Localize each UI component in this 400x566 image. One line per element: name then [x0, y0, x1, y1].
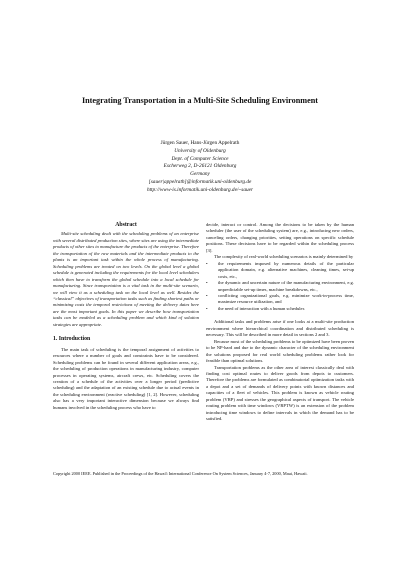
- author-email: [sauer|appelrath]@informatik.uni-oldenburg.de: [148, 178, 252, 185]
- list-item-text: conflicting organizational goals, e.g. minimize work-in-process time, maximize resource utilization, and: [218, 292, 354, 305]
- body-paragraph-5: Transportation problems as the other area of interest classically deal with finding cost optimal routes to deliver goods from depots to customers. Therefore the problems are formulated as combinatorial optimization tasks with a depot and a set of demands of delivery points with known distances and capacities of a fleet of vehicles. This problem is known as vehicle routing problem (VRP) and stresses the geographical aspects of transport. The vehicle routing problem with time windows (VRPTW) is an extension of the problem introducing time windows to define intervals in which the demand has to be satisfied.: [206, 364, 354, 422]
- affiliation-address: Escherweg 2, D-26121 Oldenburg: [163, 163, 237, 170]
- left-column: [53, 222, 199, 411]
- right-column: [206, 222, 354, 423]
- affiliation-university: University of Oldenburg: [174, 147, 226, 154]
- list-item: [206, 261, 354, 280]
- author-url: http://www-is.informatik.uni-oldenburg.de/~sauer: [146, 186, 254, 193]
- bullet-icon: •: [206, 280, 208, 286]
- copyright-notice: Copyright 2000 IEEE. Published in the Proceedings of the Hawai'i International Conference On System Sciences, January 4-7, 2000, Maui, Hawaii.: [53, 471, 308, 476]
- abstract-text: Multi-site scheduling dealt with the scheduling problems of an enterprise with several distributed production sites, where sites are using the intermediate products of other sites to manufacture the products of the enterprise. Therefore the transportation of the raw materials and the intermediate products to the plants is an important task within the whole process of manufacturing. Scheduling problems are treated on two levels. On the global level a global schedule is generated including the requirements for the local level schedulers which then have to transform the global schedule into a local schedule for manufacturing. Since transportation is a vital task in the multi-site scenario, we will view it as a scheduling task on the local level as well. Besides the “classical” objectives of transportation tasks such as finding shortest paths or minimizing costs the temporal restrictions of meeting the delivery dates here are the most important goals. In this paper we describe how transportation tasks can be modeled as a scheduling problem and which kind of solution strategies are appropriate.: [53, 231, 199, 327]
- body-paragraph-2: The complexity of real-world scheduling scenarios is mainly determined by: [214, 254, 354, 260]
- list-item-text: the need of interaction with a human scheduler.: [218, 305, 305, 311]
- affiliation-country: Germany: [190, 171, 210, 178]
- bullet-icon: •: [206, 292, 208, 298]
- body-paragraph-3: Additional tasks and problems arise if one looks at a multi-site production environment where hierarchical coordination and distributed scheduling is necessary. This will be described in more detail in sections 2 and 3.: [206, 319, 354, 338]
- body-paragraph-1: decide, interact or control. Among the decisions to be taken by the human scheduler (the user of the scheduling system) are, e.g., introducing new orders, canceling orders, changing priorities, setting operations on specific schedule positions. These decisions have to be regarded within the scheduling process [3].: [206, 222, 354, 253]
- list-item: [206, 293, 354, 306]
- list-item-text: the dynamic and uncertain nature of the manufacturing environment, e.g. unpredictable set-up times, machine breakdowns, etc.,: [218, 280, 354, 292]
- list-item: [206, 306, 354, 312]
- introduction-paragraph: The main task of scheduling is the temporal assignment of activities to resources where a number of goals and constraints have to be considered. Scheduling problems can be found in several different application areas, e.g., the scheduling of production operations in manufacturing industry, computer processes in operating systems, aircraft crews, etc. Scheduling covers the creation of a schedule of the activities over a longer period (predictive scheduling) and the adaptation of an existing schedule due to actual events in the scheduling environment (reactive scheduling) [1, 2]. However, scheduling also has a very important interactive dimension because we always find humans involved in the scheduling process who have to: [53, 346, 199, 410]
- paper-title: Integrating Transportation in a Multi-Site Scheduling Environment: [81, 96, 319, 105]
- author-block: [60, 140, 340, 195]
- bullet-icon: •: [206, 260, 208, 266]
- affiliation-department: Dept. of Computer Science: [171, 155, 229, 162]
- bullet-icon: •: [206, 305, 208, 311]
- introduction-heading: 1. Introduction: [53, 336, 91, 343]
- complexity-list: [206, 261, 354, 313]
- body-paragraph-4: Because most of the scheduling problems to be optimized have been proven to be NP-hard and due to the dynamic character of the scheduling environment the solutions proposed for real world scheduling problems rather look for feasible than optimal solutions.: [206, 338, 354, 364]
- author-names: Jürgen Sauer, Hans-Jürgen Appelrath: [160, 140, 240, 146]
- abstract-heading: Abstract: [115, 222, 137, 228]
- list-item-text: the requirements imposed by numerous details of the particular application domain, e.g. alternative machines, cleaning times, set-up costs, etc.,: [218, 260, 354, 279]
- list-item: [206, 280, 354, 293]
